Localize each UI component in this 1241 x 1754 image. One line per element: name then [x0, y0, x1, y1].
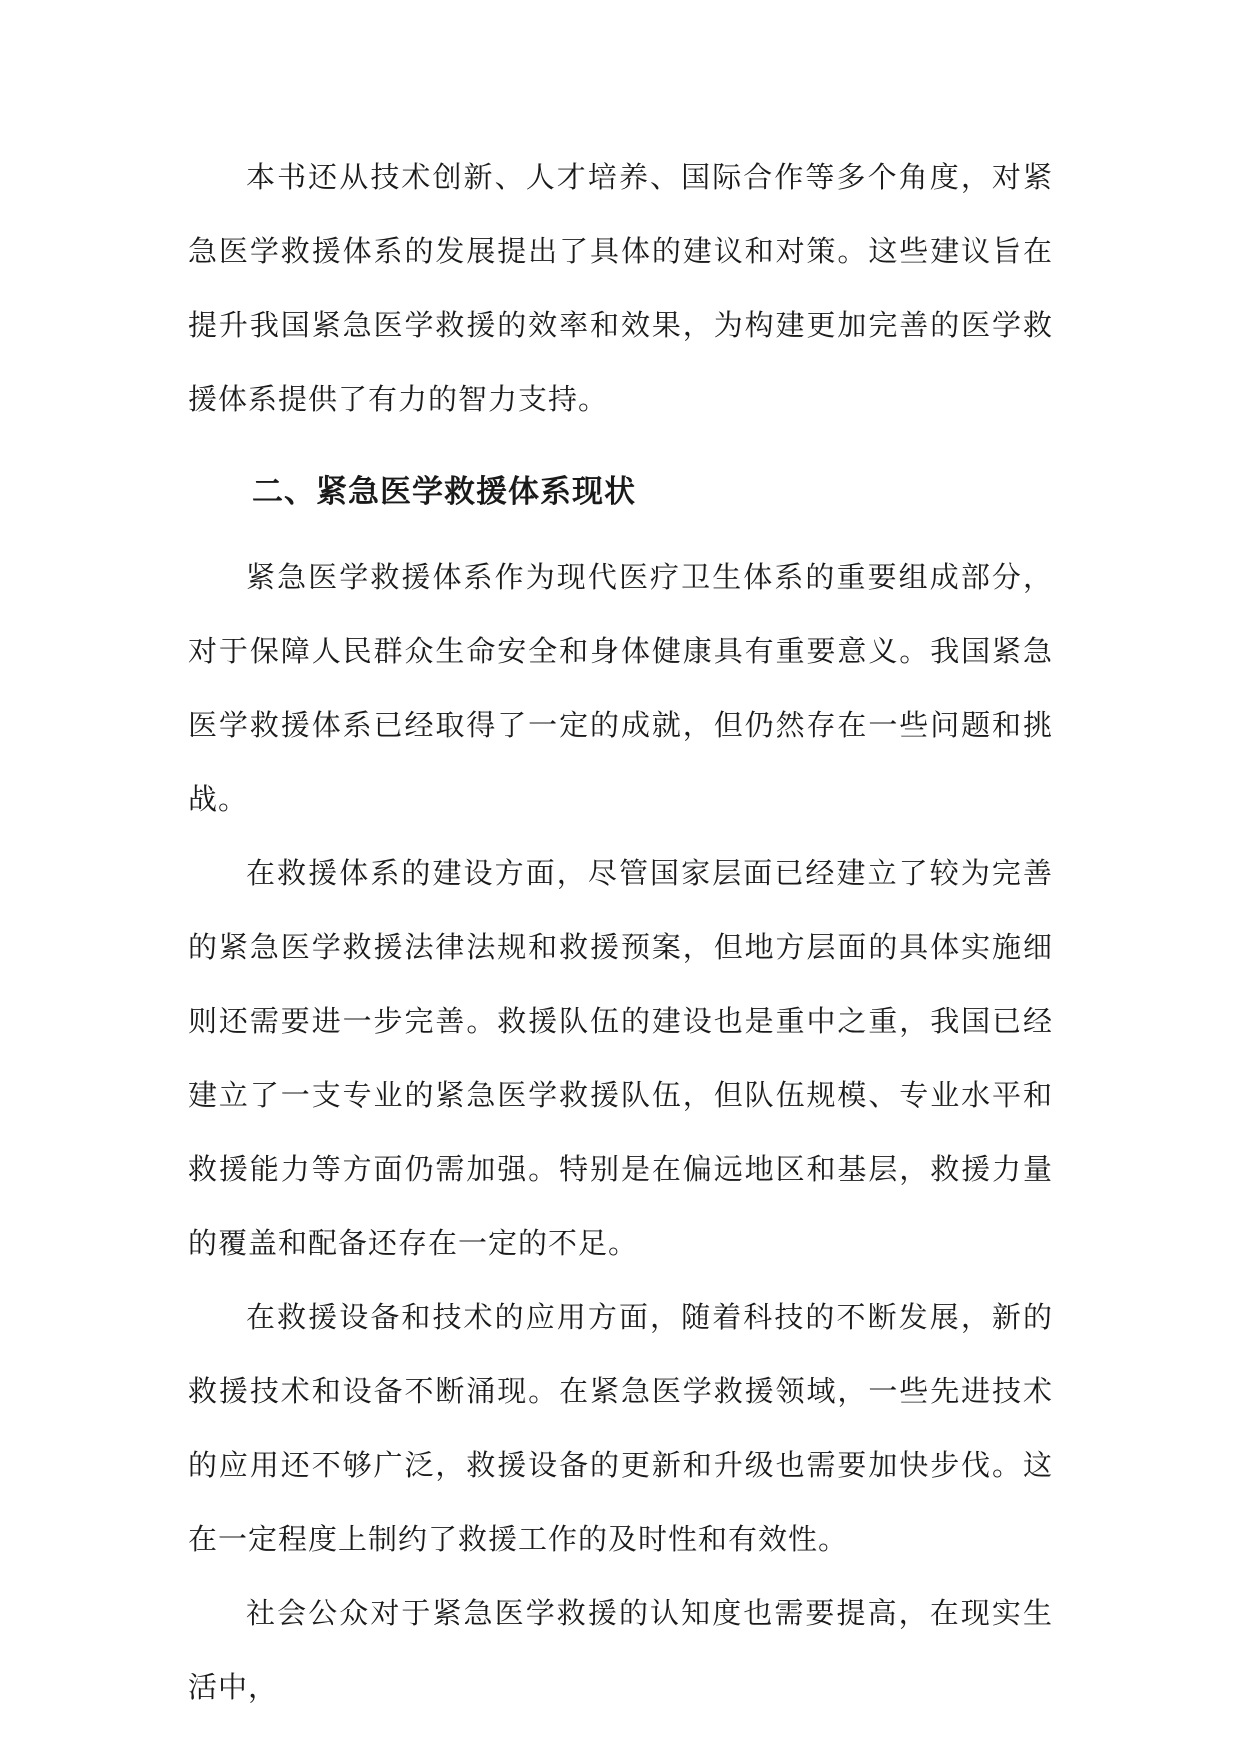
document-body	[188, 140, 1053, 1724]
paragraph-book-recommendations: 本书还从技术创新、人才培养、国际合作等多个角度，对紧急医学救援体系的发展提出了具体的建议和对策。这些建议旨在提升我国紧急医学救援的效率和效果，为构建更加完善的医学救援体系提供了有力的智力支持。	[188, 160, 1053, 416]
paragraph-equipment-technology: 在救援设备和技术的应用方面，随着科技的不断发展，新的救援技术和设备不断涌现。在紧急医学救援领域，一些先进技术的应用还不够广泛，救援设备的更新和升级也需要加快步伐。这在一定程度上制约了救援工作的及时性和有效性。	[188, 1300, 1053, 1556]
paragraph-system-construction: 在救援体系的建设方面，尽管国家层面已经建立了较为完善的紧急医学救援法律法规和救援预案，但地方层面的具体实施细则还需要进一步完善。救援队伍的建设也是重中之重，我国已经建立了一支专业的紧急医学救援队伍，但队伍规模、专业水平和救援能力等方面仍需加强。特别是在偏远地区和基层，救援力量的覆盖和配备还存在一定的不足。	[188, 856, 1053, 1260]
paragraph-public-awareness: 社会公众对于紧急医学救援的认知度也需要提高，在现实生活中，	[188, 1596, 1053, 1704]
section-heading: 二、紧急医学救援体系现状	[252, 474, 636, 510]
paragraph-system-overview: 紧急医学救援体系作为现代医疗卫生体系的重要组成部分，对于保障人民群众生命安全和身体健康具有重要意义。我国紧急医学救援体系已经取得了一定的成就，但仍然存在一些问题和挑战。	[188, 560, 1053, 816]
